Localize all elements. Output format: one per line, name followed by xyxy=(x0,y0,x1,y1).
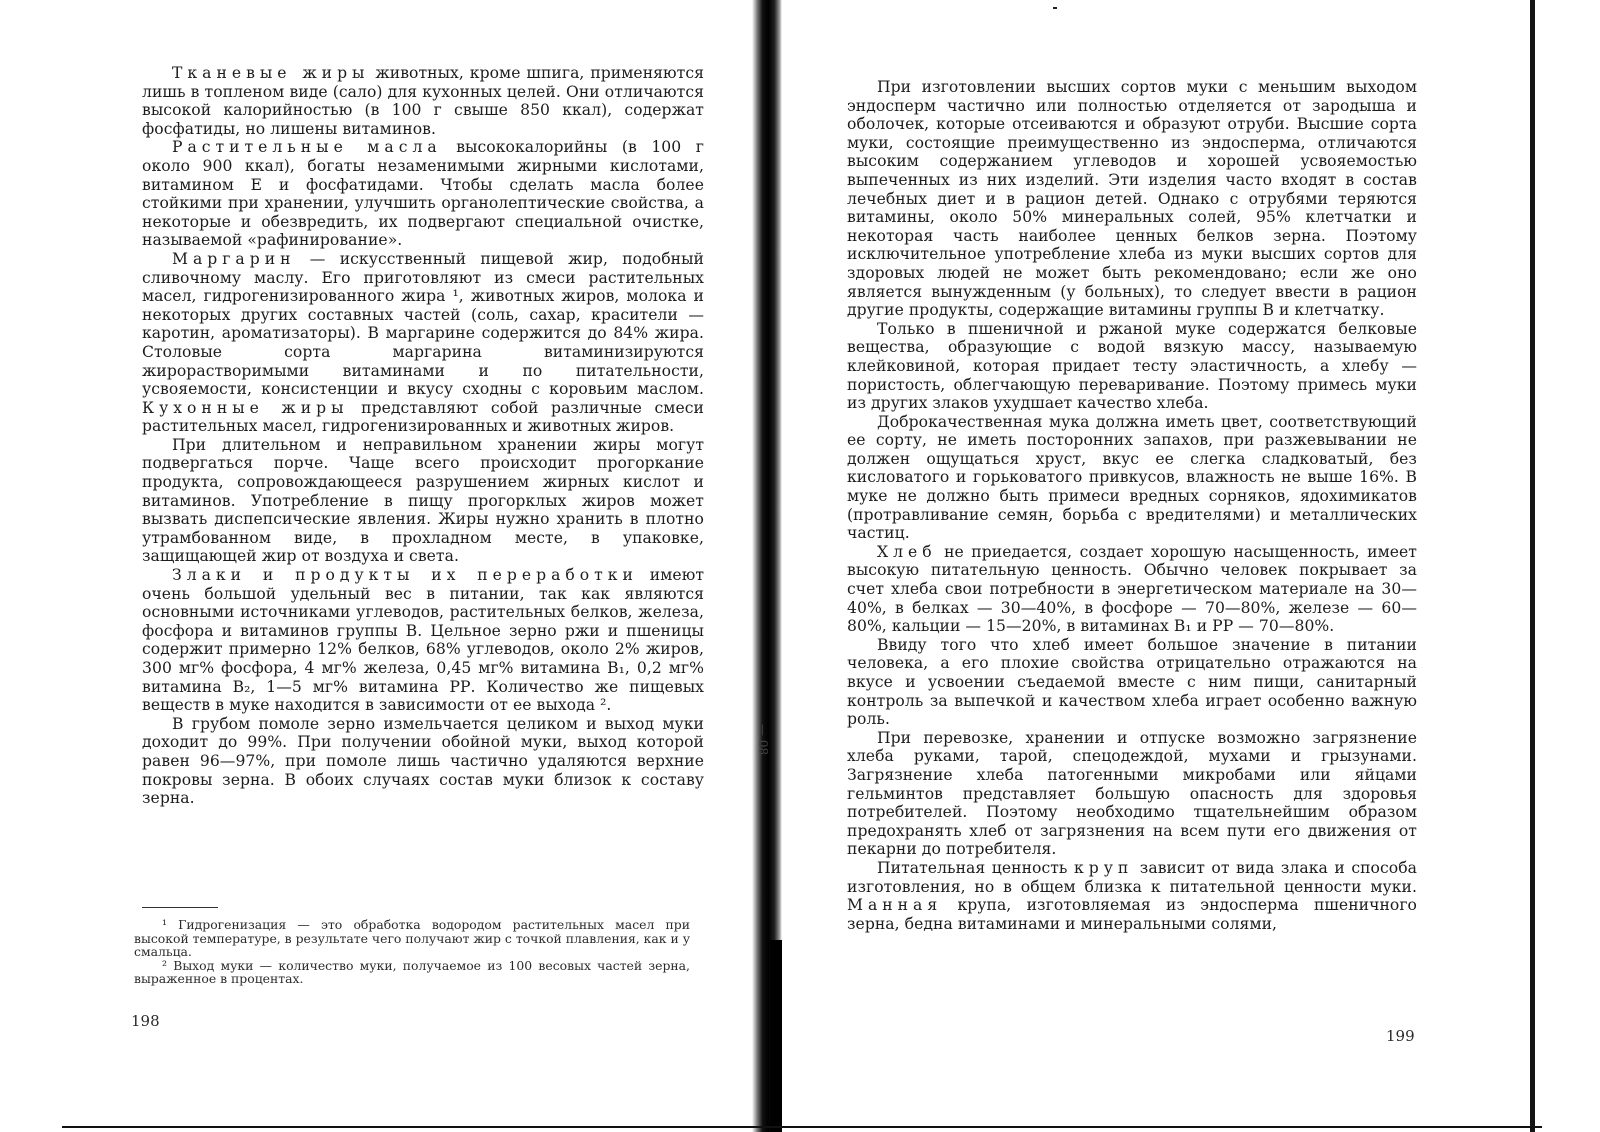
scan-edge-bar xyxy=(1530,0,1535,1132)
scan-bottom-edge xyxy=(62,1126,1542,1128)
footnote-2: ² Выход муки — количество муки, получаемое из 100 весовых частей зерна, выраженное в процентах. xyxy=(134,957,690,987)
paragraph-text: животных, кроме шпига, применяются лишь в топленом виде (сало) для кухонных целей. Они отличаются высокой калорийностью (в 100 г свыше 850 ккал), содержат фосфатиды, но лишены витаминов. xyxy=(142,64,704,138)
paragraph xyxy=(142,64,704,138)
page-number-right: 199 xyxy=(1386,1027,1415,1045)
right-page-body xyxy=(847,78,1417,933)
spine-mark: — 08 xyxy=(756,724,770,756)
paragraph xyxy=(142,138,704,250)
footnotes xyxy=(134,918,690,986)
paragraph xyxy=(847,413,1417,543)
paragraph xyxy=(847,78,1417,320)
paragraph-text: зависит от вида злака и способа изготовления, но в общем близка к питательной ценности муки. xyxy=(847,858,1417,896)
paragraph-text: При длительном и неправильном хранении жиры могут подвергаться порче. Чаще всего происходит прогоркание продукта, сопровождающееся разрушением жирных кислот и витаминов. Употребление в пищу прогорклых жиров может вызвать диспепсические явления. Жиры нужно хранить в плотно утрамбованном виде, в прохладном месте, в упаковке, защищающей жир от воздуха и света. xyxy=(142,435,704,566)
paragraph-text: При перевозке, хранении и отпуске возможно загрязнение хлеба руками, тарой, спецодеждой, мухами и грызунами. Загрязнение хлеба патогенными микробами или яйцами гельминтов представляет большую опасность для здоровья потребителей. Поэтому необходимо тщательнейшим образом предохранять хлеб от загрязнения на всем пути его движения от пекарни до потребителя. xyxy=(847,728,1417,859)
paragraph xyxy=(847,543,1417,636)
spaced-term: Тканевые жиры xyxy=(172,64,370,82)
spaced-term: Хлеб xyxy=(877,542,937,561)
paragraph-text: В грубом помоле зерно измельчается целиком и выход муки доходит до 99%. При получении обойной муки, выход которой равен 96—97%, при помоле лишь частично удаляются верхние покровы зерна. В обоих случаях состав муки близок к составу зерна. xyxy=(142,714,704,808)
paragraph-text: Только в пшеничной и ржаной муке содержатся белковые вещества, образующие с водой вязкую массу, называемую клейковиной, которая придает тесту эластичность, а хлебу — пористость, облегчающую переваривание. Поэтому примесь муки из других злаков ухудшает качество хлеба. xyxy=(847,319,1417,413)
paragraph-text: крупа, изготовляемая из эндосперма пшеничного зерна, бедна витаминами и минеральными солями, xyxy=(847,896,1417,933)
paragraph-text: Доброкачественная мука должна иметь цвет, соответствующий ее сорту, не иметь посторонних запахов, при разжевывании не должен ощущаться хруст, вкус ее слегка сладковатый, без кисловатого и горьковатого привкусов, влажность не выше 16%. В муке не должно быть примеси вредных сорняков, ядохимикатов (протравливание семян, борьба с вредителями) и металлических частиц. xyxy=(847,412,1417,543)
footnote-1: ¹ Гидрогенизация — это обработка водородом растительных масел при высокой температуре, в результате чего получают жир с точкой плавления, как и у смальца. xyxy=(134,917,690,960)
paragraph-text: — искусственный пищевой жир, подобный сливочному маслу. Его приготовляют из смеси растительных масел, гидрогенизированного жира ¹, животных жиров, молока и некоторых других составных частей (соль, сахар, красители — каротин, ароматизаторы). В маргарине содержится до 84% жира. Столовые сорта маргарина витаминизируются жирорастворимыми витаминами и по питательности, усвояемости, консистенции и вкусу сходны с коровьим маслом. xyxy=(142,249,704,399)
paragraph xyxy=(847,729,1417,859)
book-spine-shadow-lower xyxy=(770,940,782,1132)
paragraph xyxy=(142,250,704,436)
paragraph-text: не приедается, создает хорошую насыщенность, имеет высокую питательную ценность. Обычно человек покрывает за счет хлеба свои потребности в энергетическом материале на 30—40%, в белках — 30—40%, в фосфоре — 70—80%, железе — 60—80%, кальции — 15—20%, в витаминах В₁ и РР — 70—80%. xyxy=(847,542,1417,636)
footnote-divider xyxy=(142,907,218,908)
paragraph xyxy=(142,436,704,566)
paragraph xyxy=(847,636,1417,729)
paragraph-text: имеют очень большой удельный вес в питании, так как являются основными источниками углеводов, растительных белков, железа, фосфора и витаминов группы В. Цельное зерно ржи и пшеницы содержит примерно 12% белков, 68% углеводов, около 2% жиров, 300 мг% фосфора, 4 мг% железа, 0,45 мг% витамина В₁, 0,2 мг% витамина В₂, 1—5 мг% витамина РР. Количество же пищевых веществ в муке находится в зависимости от ее выхода ². xyxy=(142,566,704,715)
spaced-term: Маргарин xyxy=(172,249,296,268)
left-page-body xyxy=(142,64,704,808)
paragraph xyxy=(142,715,704,808)
paragraph-text: представляют собой различные смеси растительных масел, гидрогенизированных и животных жиров. xyxy=(142,398,704,436)
paragraph-text: Ввиду того что хлеб имеет большое значение в питании человека, а его плохие свойства отрицательно отражаются на вкусе и усвоении съедаемой вместе с ним пищи, санитарный контроль за выпечкой и качеством хлеба играет особенно важную роль. xyxy=(847,635,1417,729)
left-page xyxy=(0,0,760,1132)
paragraph xyxy=(142,566,704,715)
spaced-term: Манная xyxy=(847,896,943,915)
spaced-term: круп xyxy=(1073,858,1134,877)
spaced-term: Кухонные жиры xyxy=(142,398,349,417)
spaced-term: Злаки и продукты их переработки xyxy=(172,566,638,585)
spaced-term: Растительные масла xyxy=(172,138,442,157)
paragraph-text: Питательная ценность xyxy=(877,858,1074,877)
right-page xyxy=(760,0,1600,1132)
scan-speck xyxy=(1053,7,1057,9)
paragraph xyxy=(847,859,1417,933)
paragraph xyxy=(847,320,1417,413)
paragraph-text: При изготовлении высших сортов муки с меньшим выходом эндосперм частично или полностью отделяется от зародыша и оболочек, которые отсеиваются и образуют отруби. Высшие сорта муки, состоящие преимущественно из эндосперма, отличаются высоким содержанием углеводов и хорошей усвояемостью выпеченных из них изделий. Эти изделия часто входят в состав лечебных диет и в рацион детей. Однако с отрубями теряются витамины, около 50% минеральных солей, 95% клетчатки и некоторая часть наиболее ценных белков зерна. Поэтому исключительное употребление хлеба из муки высших сортов для здоровых людей не может быть рекомендовано; если же оно является вынужденным (у больных), то следует ввести в рацион другие продукты, содержащие витамины группы В и клетчатку. xyxy=(847,78,1417,320)
page-number-left: 198 xyxy=(131,1012,160,1030)
paragraph-text: высококалорийны (в 100 г около 900 ккал), богаты незаменимыми жирными кислотами, витамином Е и фосфатидами. Чтобы сделать масла более стойкими при хранении, улучшить органолептические свойства, а некоторые и обезвредить, их подвергают специальной очистке, называемой «рафинирование». xyxy=(142,138,704,250)
